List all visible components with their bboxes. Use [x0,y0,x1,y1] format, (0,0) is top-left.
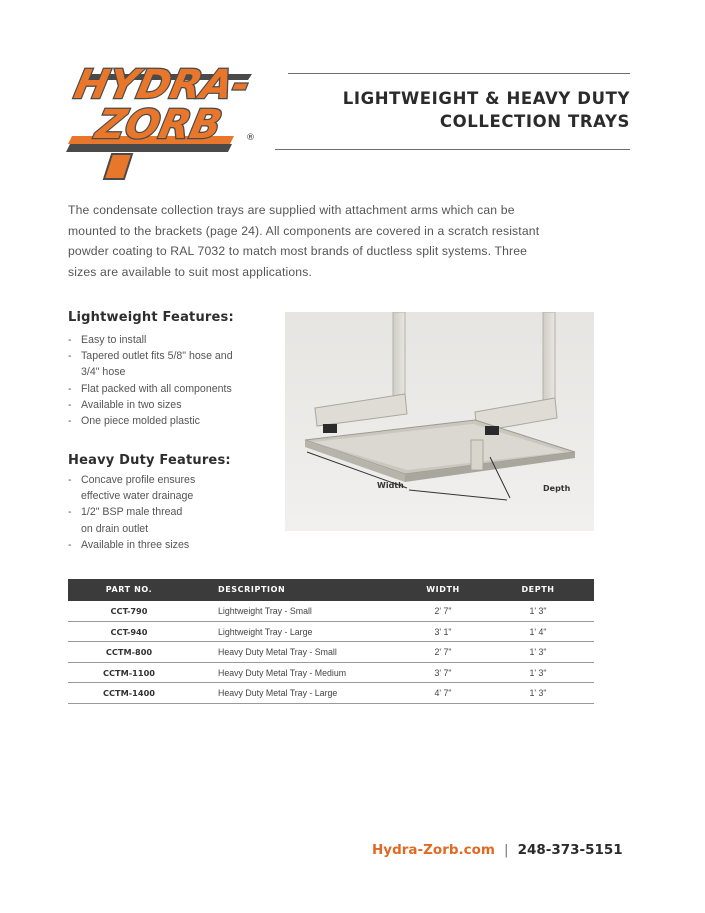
cell-description: Lightweight Tray - Large [218,626,313,637]
header-part-no: PART NO. [105,585,153,594]
table-row [68,663,594,684]
intro-line: powder coating to RAL 7032 to match most brands of ductless split systems. Three [68,244,528,259]
logo-text-line2: ZORB [91,100,227,148]
cell-width: 3' 7" [434,667,452,678]
list-item: - 1/2" BSP male thread on drain outlet [68,504,273,536]
logo-text-line1: HYDRA- [70,60,255,108]
header-depth: DEPTH [521,585,555,594]
header-width: WIDTH [426,585,460,594]
cell-description: Heavy Duty Metal Tray - Small [218,647,337,657]
heavy-duty-features-list [68,472,273,553]
cell-depth: 1' 3" [529,688,547,698]
depth-label: Depth [543,484,571,493]
page-title-line1: LIGHTWEIGHT & HEAVY DUTY [342,89,630,108]
intro-paragraph [68,200,568,282]
list-item: - Flat packed with all components [68,381,273,397]
website-link[interactable]: Hydra-Zorb.com [372,842,495,858]
header-description: DESCRIPTION [218,585,286,594]
cell-part-no: CCTM-1400 [103,688,155,698]
cell-description: Lightweight Tray - Small [218,606,312,616]
intro-line: mounted to the brackets (page 24). All components are covered in a scratch resistant [68,223,540,238]
list-item: - One piece molded plastic [68,413,273,429]
header-rule-top [288,73,630,74]
footer-contact [372,842,623,858]
cell-width: 2' 7" [434,606,452,616]
cell-part-no: CCTM-800 [105,647,153,657]
cell-width: 3' 1" [434,626,452,637]
list-item: - Tapered outlet fits 5/8" hose and 3/4" hose [68,348,273,380]
list-item: - Available in two sizes [68,397,273,413]
lightweight-features-list [68,332,273,429]
phone-number[interactable]: 248-373-5151 [517,842,623,858]
cell-depth: 1' 3" [529,667,547,678]
lightweight-features-heading: Lightweight Features: [68,310,234,325]
list-item: - Easy to install [68,332,273,348]
page-title-line2: COLLECTION TRAYS [439,112,630,131]
width-label: Width [377,481,404,490]
registered-mark: ® [246,133,255,143]
heavy-duty-features-heading: Heavy Duty Features: [68,453,231,468]
cell-width: 4' 7" [434,688,452,698]
cell-part-no: CCT-790 [110,606,148,616]
header-rule-bottom [275,149,630,150]
cell-part-no: CCT-940 [110,626,148,637]
cell-depth: 1' 3" [529,606,547,616]
table-row [68,622,594,643]
intro-line: The condensate collection trays are supplied with attachment arms which can be [68,203,515,217]
collection-tray-photo [285,312,594,531]
cell-part-no: CCTM-1100 [103,667,155,678]
table-header-row [68,579,594,601]
footer-separator: | [504,842,509,858]
table-row [68,683,594,704]
cell-depth: 1' 4" [529,626,547,637]
hydra-zorb-logo [62,44,262,184]
cell-depth: 1' 3" [529,647,547,657]
cell-description: Heavy Duty Metal Tray - Large [218,688,338,698]
list-item: - Concave profile ensures effective water drainage [68,472,273,504]
intro-line: sizes are available to suit most applications. [68,264,312,279]
cell-width: 2' 7" [434,647,452,657]
parts-table [68,579,594,704]
table-row [68,601,594,622]
list-item: - Available in three sizes [68,537,273,553]
table-row [68,642,594,663]
cell-description: Heavy Duty Metal Tray - Medium [218,667,347,678]
